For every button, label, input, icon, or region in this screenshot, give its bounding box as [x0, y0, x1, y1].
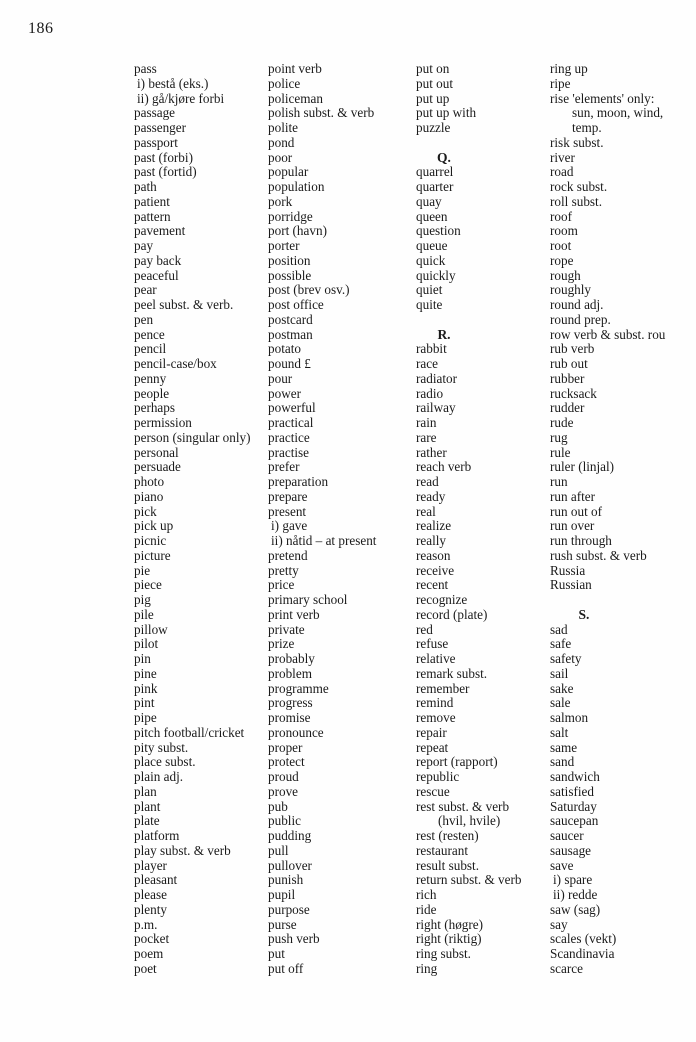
word-entry: report (rapport)	[416, 754, 498, 770]
word-entry: rather	[416, 444, 447, 460]
word-entry: plant	[134, 798, 161, 814]
word-entry: saucepan	[550, 813, 599, 829]
word-entry: pin	[134, 651, 151, 666]
word-entry: salmon	[550, 710, 589, 725]
word-entry: pick up	[134, 518, 174, 534]
word-entry: peel subst. & verb.	[134, 297, 234, 312]
word-entry: progress	[268, 695, 313, 711]
word-entry: sausage	[550, 842, 592, 858]
word-entry: run	[550, 474, 568, 489]
word-entry: picture	[134, 547, 171, 563]
word-entry: path	[134, 179, 157, 194]
section-heading: S.	[578, 606, 590, 622]
word-entry: platform	[134, 828, 180, 843]
word-entry: rock subst.	[550, 179, 608, 194]
word-entry: repeat	[416, 739, 449, 755]
word-entry: ring up	[550, 61, 588, 76]
word-entry: proud	[268, 769, 299, 784]
word-entry: return subst. & verb	[416, 872, 522, 888]
word-entry: i) gave	[271, 518, 308, 534]
word-entry: remark subst.	[416, 665, 488, 681]
word-entry: scales (vekt)	[550, 931, 617, 947]
word-entry: save	[550, 857, 574, 873]
word-entry: red	[416, 621, 433, 637]
word-entry: republic	[416, 769, 460, 784]
word-entry: plain adj.	[134, 769, 184, 784]
word-entry: probably	[268, 651, 315, 666]
word-entry: player	[134, 857, 167, 873]
word-entry: pint	[134, 695, 155, 711]
word-entry: rough	[550, 267, 581, 283]
word-entry: queen	[416, 208, 448, 224]
word-entry: present	[268, 503, 307, 519]
word-entry: row verb & subst. rou	[550, 326, 666, 342]
word-entry: poet	[134, 960, 157, 976]
word-entry: powerful	[268, 400, 316, 416]
word-entry: pork	[268, 193, 293, 209]
word-entry: pencil	[134, 341, 167, 357]
word-entry: pay back	[134, 252, 182, 268]
word-entry: refuse	[416, 636, 449, 652]
word-entry: pen	[134, 311, 154, 327]
word-entry: porridge	[268, 208, 313, 224]
word-entry: i) spare	[553, 872, 593, 888]
word-entry: permission	[134, 415, 192, 430]
word-entry: polite	[268, 120, 299, 135]
word-entry: queue	[416, 238, 448, 253]
section-heading: R.	[437, 326, 451, 342]
word-entry: popular	[268, 164, 309, 180]
word-entry: please	[134, 887, 167, 902]
word-entry: purse	[268, 916, 297, 932]
word-entry: i) bestå (eks.)	[137, 75, 209, 91]
word-entry: quickly	[416, 267, 456, 283]
word-entry: question	[416, 223, 461, 239]
word-entry: run over	[550, 518, 595, 534]
word-entry: pocket	[134, 931, 170, 947]
word-entry: poem	[134, 946, 164, 961]
word-entry: persuade	[134, 459, 181, 475]
word-entry: pine	[134, 665, 157, 681]
word-entry: saw (sag)	[550, 901, 601, 917]
word-entry: passenger	[134, 120, 186, 135]
word-entry: recent	[416, 577, 449, 593]
word-entry: programme	[268, 680, 329, 696]
word-entry: road	[550, 164, 574, 180]
word-entry: put off	[268, 960, 304, 976]
word-entry: passport	[134, 134, 178, 150]
word-entry: safety	[550, 651, 582, 666]
word-entry: prefer	[268, 459, 300, 475]
word-entry: public	[268, 813, 301, 829]
word-entry: rucksack	[550, 385, 597, 401]
word-entry: possible	[268, 267, 312, 283]
word-entry: ruler (linjal)	[550, 459, 615, 475]
word-entry: put up	[416, 90, 450, 106]
word-entry: pudding	[268, 828, 312, 843]
word-entry: primary school	[268, 592, 348, 607]
word-entry: quarrel	[416, 164, 454, 180]
word-entry: punish	[268, 872, 304, 888]
word-entry: past (fortid)	[134, 164, 197, 180]
word-entry: ii) gå/kjøre forbi	[137, 90, 225, 106]
word-entry: rescue	[416, 783, 450, 799]
word-entry: sail	[550, 665, 569, 681]
word-column-1	[134, 62, 250, 977]
word-entry: rub verb	[550, 341, 595, 357]
word-entry: plenty	[134, 901, 167, 917]
word-entry: promise	[268, 710, 311, 725]
word-entry: ring subst.	[416, 946, 471, 961]
word-entry: pence	[134, 326, 165, 342]
word-entry: post office	[268, 297, 324, 312]
word-entry: remind	[416, 695, 454, 711]
word-column-2	[268, 62, 376, 977]
word-entry: right (riktig)	[416, 931, 482, 947]
word-entry: peaceful	[134, 267, 179, 283]
word-entry: protect	[268, 754, 305, 770]
word-entry: poor	[268, 149, 293, 165]
section-spacer	[416, 313, 521, 328]
word-entry: practice	[268, 429, 310, 445]
word-entry: pillow	[134, 621, 168, 637]
word-entry: race	[416, 356, 438, 371]
word-entry: roof	[550, 208, 572, 224]
word-entry: quiet	[416, 282, 443, 298]
word-entry: right (høgre)	[416, 916, 484, 932]
word-entry: price	[268, 577, 295, 593]
word-entry: safe	[550, 636, 572, 652]
word-entry: penny	[134, 370, 167, 386]
word-entry: ii) redde	[553, 887, 598, 902]
word-entry: really	[416, 533, 447, 548]
word-entry: salt	[550, 724, 569, 740]
word-entry: police	[268, 75, 301, 91]
word-entry: past (forbi)	[134, 149, 193, 165]
word-column-4	[550, 62, 665, 977]
word-entry: pear	[134, 282, 157, 298]
word-entry: print verb	[268, 606, 320, 622]
word-entry: population	[268, 179, 325, 194]
word-entry: round adj.	[550, 297, 604, 312]
word-entry: risk subst.	[550, 134, 604, 150]
word-entry: preparation	[268, 474, 329, 489]
word-entry: ripe	[550, 75, 571, 91]
word-entry: rule	[550, 444, 571, 460]
word-entry: people	[134, 385, 170, 401]
word-entry: pound £	[268, 356, 311, 371]
word-entry: relative	[416, 651, 456, 666]
word-entry: pupil	[268, 887, 296, 902]
word-entry: pig	[134, 592, 151, 607]
word-entry: ride	[416, 901, 437, 917]
word-entry: receive	[416, 562, 455, 578]
word-entry: quick	[416, 252, 446, 268]
word-entry: pitch football/cricket	[134, 724, 245, 740]
word-entry: realize	[416, 518, 452, 534]
word-entry: rain	[416, 415, 437, 430]
word-entry: proper	[268, 739, 303, 755]
word-entry: pity subst.	[134, 739, 189, 755]
word-entry: pub	[268, 798, 288, 814]
word-entry: quite	[416, 297, 443, 312]
word-entry: river	[550, 149, 575, 165]
word-entry: play subst. & verb	[134, 842, 231, 858]
word-entry: push verb	[268, 931, 320, 947]
word-entry: postcard	[268, 311, 313, 327]
word-entry: pink	[134, 680, 158, 696]
word-entry: satisfied	[550, 783, 594, 799]
page-number: 186	[28, 20, 54, 37]
word-entry: pour	[268, 370, 293, 386]
word-entry: restaurant	[416, 842, 468, 858]
word-entry: position	[268, 252, 311, 268]
word-entry: practise	[268, 444, 310, 460]
word-entry: roughly	[550, 282, 592, 298]
word-entry: radiator	[416, 370, 458, 386]
word-entry: pattern	[134, 208, 171, 224]
word-entry: Russian	[550, 577, 592, 593]
word-entry: prepare	[268, 488, 308, 504]
word-entry: run through	[550, 533, 612, 548]
word-entry: plate	[134, 813, 160, 829]
word-entry: pretend	[268, 547, 308, 563]
word-entry: pass	[134, 61, 157, 76]
word-entry: read	[416, 474, 439, 489]
word-entry: rude	[550, 415, 574, 430]
word-entry: say	[550, 916, 568, 932]
word-entry: remove	[416, 710, 456, 725]
word-entry: porter	[268, 238, 300, 253]
word-entry: photo	[134, 474, 165, 489]
word-entry: rest subst. & verb	[416, 798, 510, 814]
word-entry: potato	[268, 341, 301, 357]
word-entry: place subst.	[134, 754, 196, 770]
word-entry: rise 'elements' only:	[550, 90, 655, 106]
word-entry: quarter	[416, 179, 454, 194]
word-entry: sad	[550, 621, 568, 637]
word-entry: run out of	[550, 503, 603, 519]
word-entry: sandwich	[550, 769, 600, 784]
word-entry: plan	[134, 783, 157, 799]
section-spacer	[550, 593, 665, 608]
word-entry: passage	[134, 105, 176, 121]
word-entry: practical	[268, 415, 314, 430]
word-entry: rub out	[550, 356, 588, 371]
word-entry: rug	[550, 429, 568, 445]
section-heading: Q.	[437, 149, 451, 165]
word-entry: round prep.	[550, 311, 611, 327]
word-entry: point verb	[268, 61, 322, 76]
word-entry: pullover	[268, 857, 312, 873]
word-entry: ready	[416, 488, 446, 504]
word-entry: patient	[134, 193, 170, 209]
word-entry: roll subst.	[550, 193, 603, 209]
word-entry: rudder	[550, 400, 585, 416]
word-entry: pilot	[134, 636, 159, 652]
word-entry: same	[550, 739, 578, 755]
word-entry: rush subst. & verb	[550, 547, 647, 563]
word-entry: pay	[134, 238, 154, 253]
word-entry: (hvil, hvile)	[438, 813, 501, 829]
word-entry: radio	[416, 385, 444, 401]
word-entry: private	[268, 621, 305, 637]
word-entry: personal	[134, 444, 179, 460]
word-entry: policeman	[268, 90, 323, 106]
word-entry: sun, moon, wind,	[572, 105, 664, 121]
word-entry: polish subst. & verb	[268, 105, 375, 121]
word-entry: prize	[268, 636, 295, 652]
word-entry: pick	[134, 503, 157, 519]
section-spacer	[416, 136, 521, 151]
word-entry: pie	[134, 562, 151, 578]
word-entry: power	[268, 385, 301, 401]
word-entry: pipe	[134, 710, 157, 725]
word-entry: scarce	[550, 960, 583, 976]
word-entry: rare	[416, 429, 437, 445]
word-entry: ii) nåtid – at present	[271, 533, 377, 548]
word-entry: Scandinavia	[550, 946, 615, 961]
word-entry: reason	[416, 547, 451, 563]
word-entry: railway	[416, 400, 456, 416]
word-entry: picnic	[134, 533, 167, 548]
word-entry: puzzle	[416, 120, 451, 135]
word-entry: postman	[268, 326, 313, 342]
word-entry: saucer	[550, 828, 584, 843]
word-entry: prove	[268, 783, 299, 799]
word-entry: pencil-case/box	[134, 356, 217, 371]
word-entry: piano	[134, 488, 164, 504]
word-entry: person (singular only)	[134, 429, 251, 445]
word-entry: ring	[416, 960, 438, 976]
word-entry: Saturday	[550, 798, 597, 814]
word-entry: pile	[134, 606, 154, 622]
word-entry: result subst.	[416, 857, 480, 873]
word-entry: purpose	[268, 901, 310, 917]
word-entry: recognize	[416, 592, 468, 607]
word-entry: piece	[134, 577, 162, 593]
word-entry: rope	[550, 252, 574, 268]
word-entry: pull	[268, 842, 289, 858]
word-entry: sand	[550, 754, 575, 770]
word-entry: put on	[416, 61, 450, 76]
word-entry: real	[416, 503, 436, 519]
word-entry: post (brev osv.)	[268, 282, 350, 298]
word-entry: run after	[550, 488, 596, 504]
word-entry: pretty	[268, 562, 299, 578]
word-entry: pond	[268, 134, 295, 150]
word-entry: reach verb	[416, 459, 472, 475]
word-entry: perhaps	[134, 400, 176, 416]
word-entry: put up with	[416, 105, 477, 121]
word-entry: pleasant	[134, 872, 178, 888]
word-column-3	[416, 62, 521, 977]
word-entry: p.m.	[134, 916, 158, 932]
word-entry: temp.	[572, 120, 602, 135]
word-entry: rest (resten)	[416, 828, 479, 843]
word-entry: rubber	[550, 370, 585, 386]
word-entry: sale	[550, 695, 571, 711]
word-entry: port (havn)	[268, 223, 327, 239]
word-entry: Russia	[550, 562, 586, 578]
word-entry: repair	[416, 724, 447, 740]
word-entry: rabbit	[416, 341, 447, 357]
word-entry: quay	[416, 193, 442, 209]
word-entry: put out	[416, 75, 453, 91]
word-entry: room	[550, 223, 578, 239]
word-entry: root	[550, 238, 572, 253]
word-entry: pronounce	[268, 724, 324, 740]
word-entry: pavement	[134, 223, 186, 239]
word-entry: rich	[416, 887, 437, 902]
word-entry: record (plate)	[416, 606, 488, 622]
word-entry: put	[268, 946, 285, 961]
word-entry: sake	[550, 680, 574, 696]
word-entry: remember	[416, 680, 470, 696]
word-entry: problem	[268, 665, 312, 681]
